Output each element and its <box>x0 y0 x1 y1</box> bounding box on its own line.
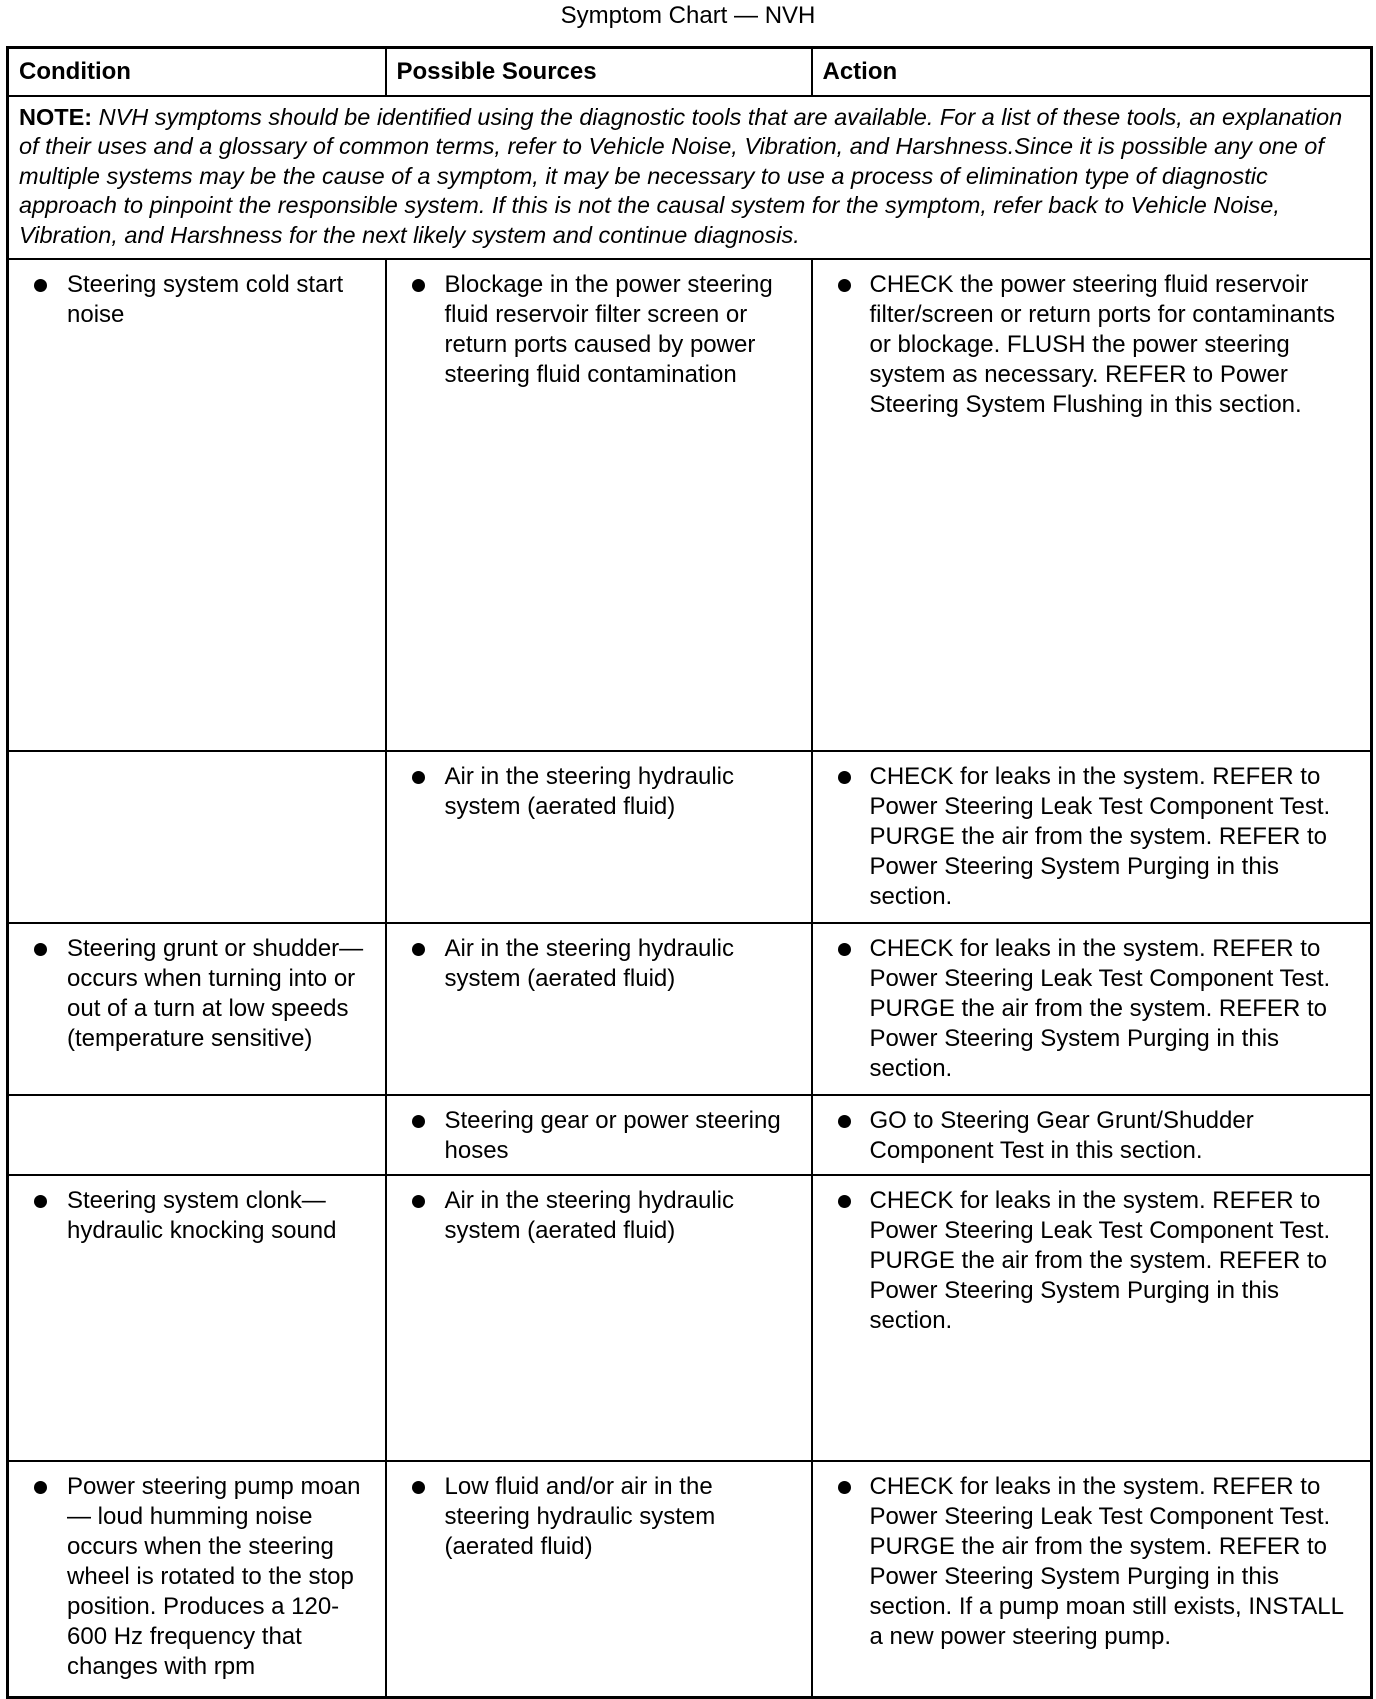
action-text: GO to Steering Gear Grunt/Shudder Component Test in this section. <box>869 1107 1254 1164</box>
source-text: Air in the steering hydraulic system (aerated fluid) <box>444 935 734 992</box>
bullet-icon <box>34 1481 47 1494</box>
header-possible-sources: Possible Sources <box>386 48 812 96</box>
condition-text: Steering system clonk— hydraulic knocking sound <box>67 1187 337 1244</box>
symptom-chart-table <box>6 46 1373 1699</box>
condition-text: Steering system cold start noise <box>67 271 344 328</box>
condition-cell-empty <box>8 1095 386 1175</box>
source-text: Air in the steering hydraulic system (aerated fluid) <box>444 763 734 820</box>
source-cell <box>386 259 812 751</box>
note-label: NOTE: <box>19 103 93 130</box>
source-cell <box>386 1175 812 1461</box>
bullet-icon <box>412 1195 425 1208</box>
source-text: Low fluid and/or air in the steering hydraulic system (aerated fluid) <box>444 1473 716 1560</box>
action-text: CHECK for leaks in the system. REFER to Power Steering Leak Test Component Test. PURGE the air from the system. REFER to Power Steering System Purging in this section. <box>869 935 1331 1082</box>
condition-text: Power steering pump moan— loud humming noise occurs when the steering wheel is rotated to the stop position. Produces a 120-600 Hz frequency that changes with rpm <box>67 1473 361 1680</box>
condition-cell-empty <box>8 751 386 923</box>
bullet-icon <box>412 1115 425 1128</box>
bullet-icon <box>838 943 851 956</box>
action-cell <box>812 1175 1372 1461</box>
table-row <box>8 1095 1372 1175</box>
bullet-icon <box>34 279 47 292</box>
condition-cell <box>8 259 386 751</box>
bullet-icon <box>34 943 47 956</box>
source-text: Blockage in the power steering fluid reservoir filter screen or return ports caused by power steering fluid contamination <box>444 271 773 388</box>
action-text: CHECK for leaks in the system. REFER to Power Steering Leak Test Component Test. PURGE the air from the system. REFER to Power Steering System Purging in this section. <box>869 1187 1331 1334</box>
source-text: Air in the steering hydraulic system (aerated fluid) <box>444 1187 734 1244</box>
note-cell <box>8 96 1372 260</box>
condition-text: Steering grunt or shudder— occurs when turning into or out of a turn at low speeds (temperature sensitive) <box>67 935 364 1052</box>
bullet-icon <box>412 1481 425 1494</box>
action-text: CHECK for leaks in the system. REFER to Power Steering Leak Test Component Test. PURGE the air from the system. REFER to Power Steering System Purging in this section. If a pump moan still exists, INSTALL a new power steering pump. <box>869 1473 1344 1650</box>
table-row <box>8 751 1372 923</box>
source-cell <box>386 751 812 923</box>
page-title: Symptom Chart — NVH <box>560 2 816 29</box>
source-cell <box>386 923 812 1095</box>
bullet-icon <box>412 771 425 784</box>
table-row <box>8 1175 1372 1461</box>
bullet-icon <box>838 771 851 784</box>
bullet-icon <box>412 279 425 292</box>
bullet-icon <box>838 279 851 292</box>
bullet-icon <box>412 943 425 956</box>
table-row <box>8 923 1372 1095</box>
note-row <box>8 96 1372 260</box>
action-cell <box>812 1461 1372 1698</box>
condition-cell <box>8 923 386 1095</box>
action-cell <box>812 751 1372 923</box>
bullet-icon <box>838 1195 851 1208</box>
bullet-icon <box>838 1481 851 1494</box>
bullet-icon <box>34 1195 47 1208</box>
condition-cell <box>8 1461 386 1698</box>
header-action: Action <box>812 48 1372 96</box>
table-row <box>8 259 1372 751</box>
note-text: NVH symptoms should be identified using the diagnostic tools that are available. For a list of these tools, an explanation of their uses and a glossary of common terms, refer to Vehicle Noise, Vibration, and Harshness.Since it is possible any one of multiple systems may be the cause of a symptom, it may be necessary to use a process of elimination type of diagnostic approach to pinpoint the responsible system. If this is not the causal system for the symptom, refer back to Vehicle Noise, Vibration, and Harshness for the next likely system and continue diagnosis. <box>19 103 1343 248</box>
source-text: Steering gear or power steering hoses <box>444 1107 781 1164</box>
header-condition: Condition <box>8 48 386 96</box>
action-cell <box>812 259 1372 751</box>
action-cell <box>812 1095 1372 1175</box>
action-text: CHECK the power steering fluid reservoir filter/screen or return ports for contaminants or blockage. FLUSH the power steering system as necessary. REFER to Power Steering System Flushing in this section. <box>869 271 1336 418</box>
header-row <box>8 48 1372 96</box>
source-cell <box>386 1461 812 1698</box>
table-row <box>8 1461 1372 1698</box>
source-cell <box>386 1095 812 1175</box>
action-cell <box>812 923 1372 1095</box>
condition-cell <box>8 1175 386 1461</box>
action-text: CHECK for leaks in the system. REFER to Power Steering Leak Test Component Test. PURGE the air from the system. REFER to Power Steering System Purging in this section. <box>869 763 1331 910</box>
bullet-icon <box>838 1115 851 1128</box>
